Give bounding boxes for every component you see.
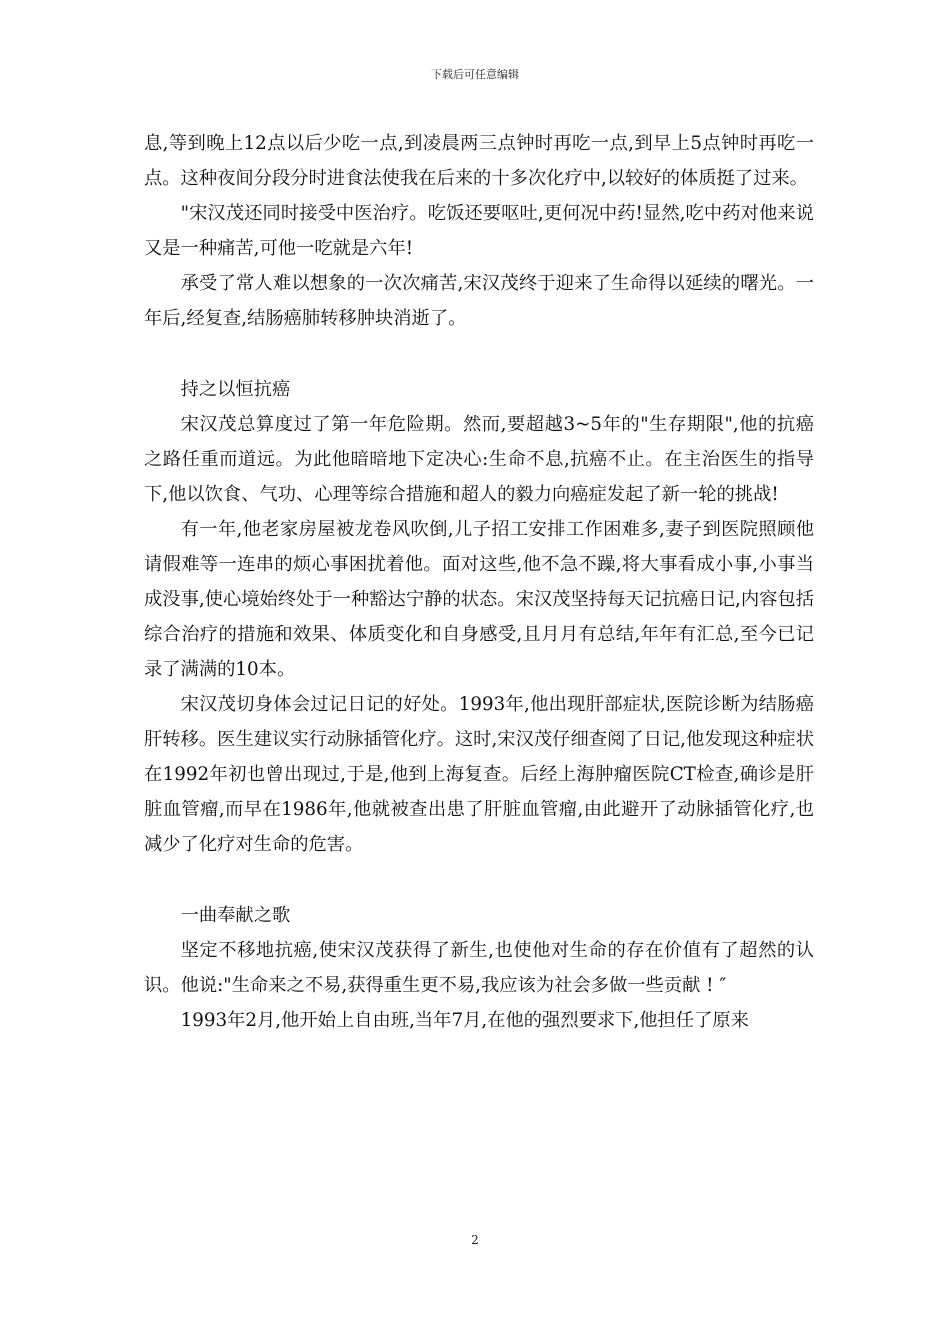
document-body bbox=[144, 126, 814, 1038]
paragraph: 宋汉茂总算度过了第一年危险期。然而,要超越3~5年的"生存期限",他的抗癌之路任重而道远。为此他暗暗地下定决心:生命不息,抗癌不止。在主治医生的指导下,他以饮食、气功、心理等综合措施和超人的毅力向癌症发起了新一轮的挑战! bbox=[144, 414, 814, 505]
paragraph: 承受了常人难以想象的一次次痛苦,宋汉茂终于迎来了生命得以延续的曙光。一年后,经复查,结肠癌肺转移肿块消逝了。 bbox=[144, 273, 814, 329]
section-heading: 持之以恒抗癌 bbox=[180, 379, 291, 400]
section-heading: 一曲奉献之歌 bbox=[180, 905, 291, 926]
paragraph-continued: 息,等到晚上12点以后少吃一点,到凌晨两三点钟时再吃一点,到早上5点钟时再吃一点。这种夜间分段分时进食法使我在后来的十多次化疗中,以较好的体质挺了过来。 bbox=[144, 133, 814, 189]
paragraph: 有一年,他老家房屋被龙卷风吹倒,儿子招工安排工作困难多,妻子到医院照顾他请假难等一连串的烦心事困扰着他。面对这些,他不急不躁,将大事看成小事,小事当成没事,使心境始终处于一种豁达宁静的状态。宋汉茂坚持每天记抗癌日记,内容包括综合治疗的措施和效果、体质变化和自身感受,且月月有总结,年年有汇总,至今已记录了满满的10本。 bbox=[144, 519, 814, 680]
paragraph: 坚定不移地抗癌,使宋汉茂获得了新生,也使他对生命的存在价值有了超然的认识。他说:"生命来之不易,获得重生更不易,我应该为社会多做一些贡献 ! ″ bbox=[144, 940, 814, 996]
paragraph: 1993年2月,他开始上自由班,当年7月,在他的强烈要求下,他担任了原来 bbox=[180, 1010, 749, 1031]
page-header: 下载后可任意编辑 bbox=[431, 68, 519, 81]
page-number: 2 bbox=[471, 1233, 479, 1247]
paragraph: "宋汉茂还同时接受中医治疗。吃饭还要呕吐,更何况中药!显然,吃中药对他来说又是一种痛苦,可他一吃就是六年! bbox=[144, 203, 814, 259]
paragraph: 宋汉茂切身体会过记日记的好处。1993年,他出现肝部症状,医院诊断为结肠癌肝转移。医生建议实行动脉插管化疗。这时,宋汉茂仔细查阅了日记,他发现这种症状在1992年初也曾出现过,于是,他到上海复查。后经上海肿瘤医院CT检查,确诊是肝脏血管瘤,而早在1986年,他就被查出患了肝脏血管瘤,由此避开了动脉插管化疗,也减少了化疗对生命的危害。 bbox=[144, 694, 814, 855]
